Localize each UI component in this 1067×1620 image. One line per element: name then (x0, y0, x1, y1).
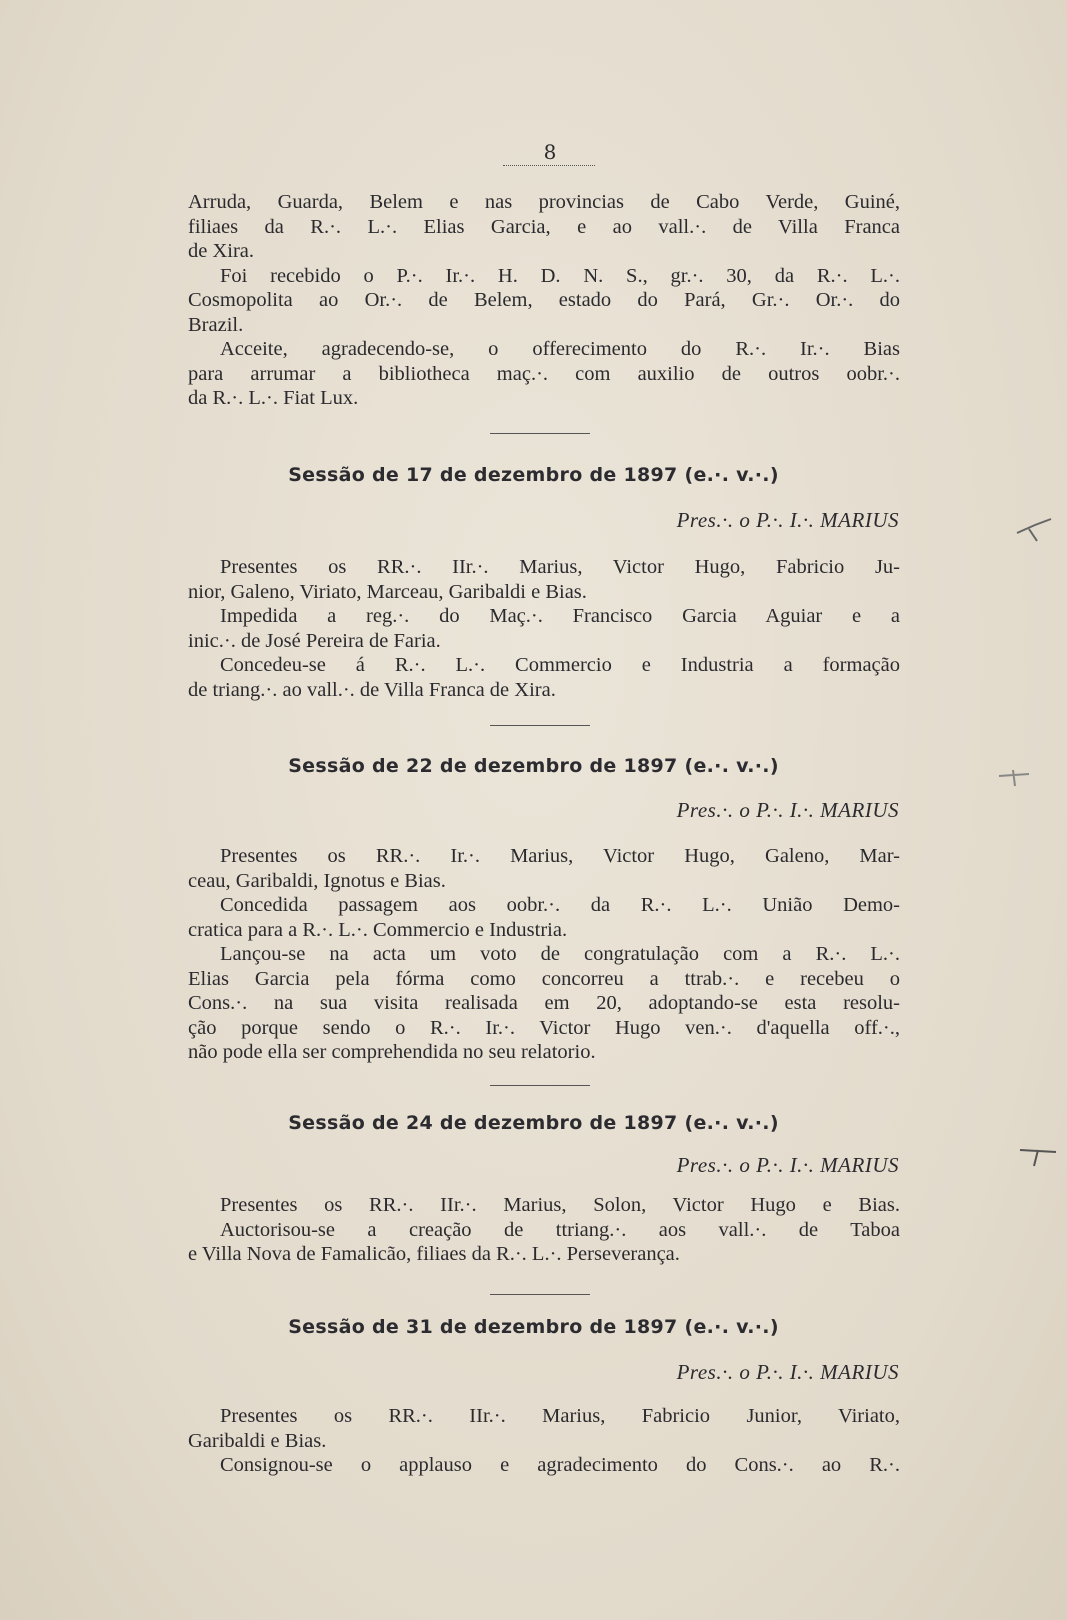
text-line: filiaes da R.·. L.·. Elias Garcia, e ao vall.·. de Villa Franca (188, 215, 900, 238)
session-paragraph (188, 555, 900, 702)
text-line: Presentes os RR.·. IIr.·. Marius, Solon, Victor Hugo e Bias. (220, 1194, 900, 1216)
text-line: de Xira. (188, 240, 255, 262)
text-line: Garibaldi e Bias. (188, 1429, 327, 1452)
page-number-rule (503, 165, 595, 166)
text-line: para arrumar a bibliotheca maç.·. com auxilio de outros oobr.·. (188, 362, 900, 385)
session-presidency: Pres.·. o P.·. I.·. MARIUS (676, 1360, 899, 1384)
section-separator (490, 433, 590, 434)
section-separator (490, 725, 590, 726)
text-line: cratica para a R.·. L.·. Commercio e Industria. (188, 918, 568, 941)
text-line: Cosmopolita ao Or.·. de Belem, estado do Pará, Gr.·. Or.·. do (188, 289, 900, 311)
text-line: Acceite, agradecendo-se, o offerecimento do R.·. Ir.·. Bias (220, 338, 900, 360)
text-line: Brazil. (188, 313, 244, 336)
text-line: Consignou-se o applauso e agradecimento do Cons.·. ao R.·. (220, 1454, 900, 1476)
text-line: Arruda, Guarda, Belem e nas provincias de Cabo Verde, Guiné, (188, 191, 900, 213)
session-paragraph (188, 1193, 900, 1267)
text-line: Concedeu-se á R.·. L.·. Commercio e Industria a formação (220, 654, 900, 676)
session-presidency: Pres.·. o P.·. I.·. MARIUS (676, 1153, 899, 1177)
text-line: Impedida a reg.·. do Maç.·. Francisco Garcia Aguiar e a (220, 605, 900, 627)
text-line: de triang.·. ao vall.·. de Villa Franca de Xira. (188, 678, 556, 701)
text-line: e Villa Nova de Famalicão, filiaes da R.·. L.·. Perseverança. (188, 1243, 680, 1265)
text-line: ção porque sendo o R.·. Ir.·. Victor Hugo ven.·. d'aquella off.·., (188, 1016, 900, 1039)
session-heading: Sessão de 22 de dezembro de 1897 (e.·. v.·.) (288, 755, 779, 777)
paper-speck-icon (995, 762, 1035, 792)
text-line: da R.·. L.·. Fiat Lux. (188, 387, 359, 409)
session-paragraph (188, 844, 900, 1065)
text-line: nior, Galeno, Viriato, Marceau, Garibaldi e Bias. (188, 580, 587, 603)
session-presidency: Pres.·. o P.·. I.·. MARIUS (676, 508, 899, 532)
session-heading: Sessão de 24 de dezembro de 1897 (e.·. v.·.) (288, 1112, 779, 1134)
text-line: ceau, Garibaldi, Ignotus e Bias. (188, 869, 446, 892)
session-heading: Sessão de 17 de dezembro de 1897 (e.·. v.·.) (288, 464, 779, 486)
text-line: Presentes os RR.·. IIr.·. Marius, Victor Hugo, Fabricio Ju- (220, 556, 900, 578)
paper-speck-icon (1018, 1140, 1058, 1170)
section-separator (490, 1294, 590, 1295)
paper-speck-icon (1015, 515, 1055, 545)
text-line: Auctorisou-se a creação de ttriang.·. aos vall.·. de Taboa (220, 1218, 900, 1241)
text-line: Concedida passagem aos oobr.·. da R.·. L.·. União Demo- (220, 894, 900, 916)
session-presidency: Pres.·. o P.·. I.·. MARIUS (676, 798, 899, 822)
page-number: 8 (543, 140, 557, 164)
text-line: Foi recebido o P.·. Ir.·. H. D. N. S., gr.·. 30, da R.·. L.·. (220, 264, 900, 287)
session-heading: Sessão de 31 de dezembro de 1897 (e.·. v.·.) (288, 1316, 779, 1338)
text-line: Cons.·. na sua visita realisada em 20, adoptando-se esta resolu- (188, 992, 900, 1014)
text-line: não pode ella ser comprehendida no seu relatorio. (188, 1041, 596, 1063)
text-line: Presentes os RR.·. Ir.·. Marius, Victor Hugo, Galeno, Mar- (220, 845, 900, 867)
text-line: Elias Garcia pela fórma como concorreu a ttrab.·. e recebeu o (188, 967, 900, 990)
intro-paragraph (188, 190, 900, 411)
section-separator (490, 1085, 590, 1086)
text-line: Lançou-se na acta um voto de congratulação com a R.·. L.·. (220, 943, 900, 965)
text-line: Presentes os RR.·. IIr.·. Marius, Fabricio Junior, Viriato, (220, 1405, 900, 1427)
session-paragraph (188, 1404, 900, 1478)
text-line: inic.·. de José Pereira de Faria. (188, 629, 441, 652)
